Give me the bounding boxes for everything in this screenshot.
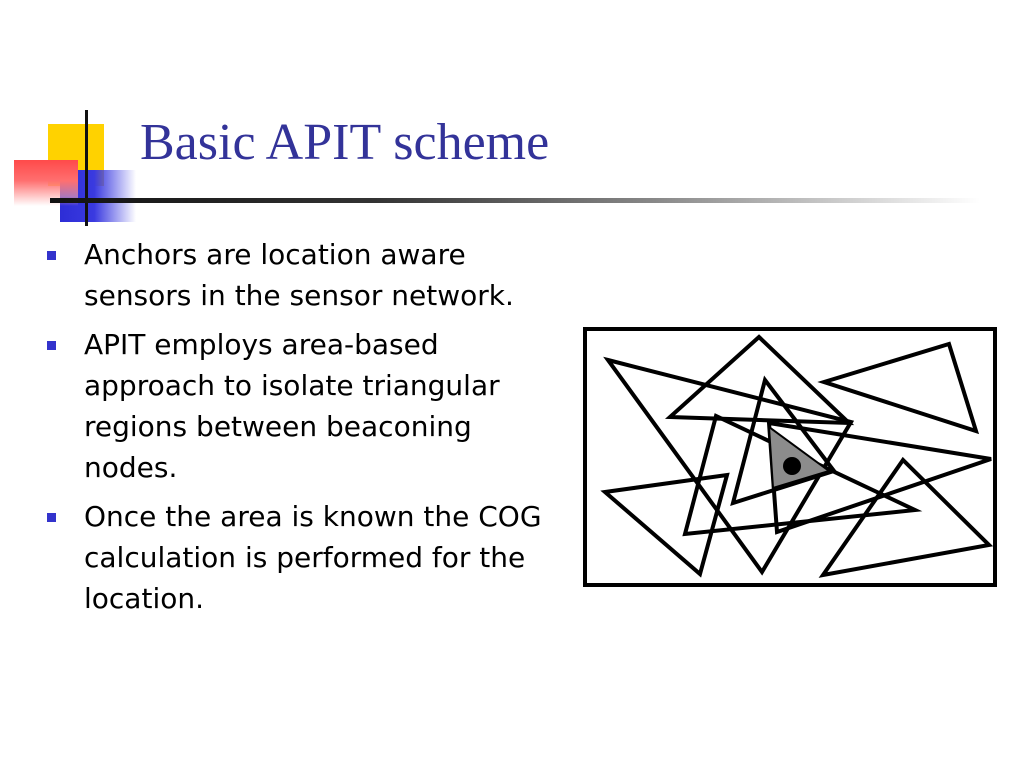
bullet-text: APIT employs area-based approach to isolate triangular regions between beaconing nodes.: [84, 328, 500, 484]
node-location-dot: [783, 457, 801, 475]
square-bullet-icon: [47, 513, 56, 522]
bullet-item: [44, 496, 544, 619]
bullet-list: [44, 234, 544, 627]
square-bullet-icon: [47, 341, 56, 350]
square-bullet-icon: [47, 251, 56, 260]
bullet-item: [44, 324, 544, 488]
bullet-text: Anchors are location aware sensors in the sensor network.: [84, 238, 514, 312]
title-underline: [50, 198, 980, 203]
bullet-item: [44, 234, 544, 316]
slide-title: Basic APIT scheme: [140, 114, 550, 171]
bullet-text: Once the area is known the COG calculation is performed for the location.: [84, 500, 542, 615]
apit-triangles-diagram: [583, 327, 997, 587]
logo-vertical-line: [85, 110, 88, 226]
